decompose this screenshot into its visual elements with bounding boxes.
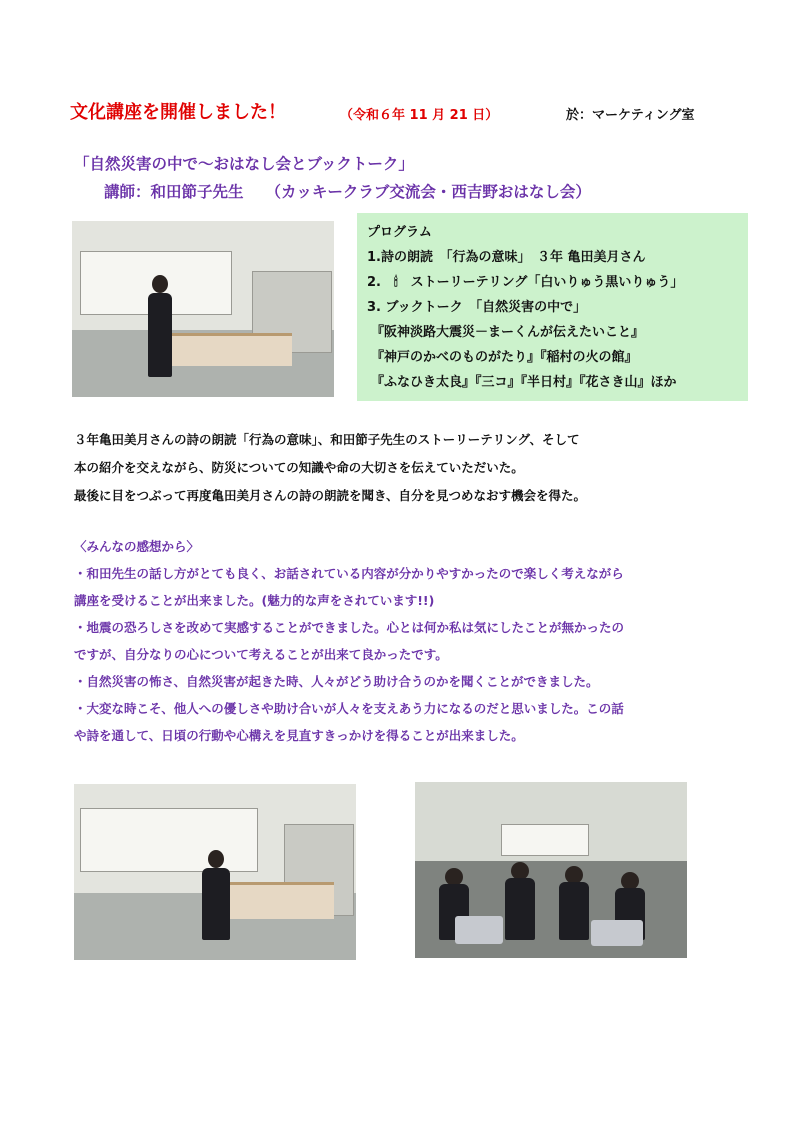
program-item: 3. ブックトーク 「自然災害の中で」	[367, 300, 587, 315]
program-book: 『神戸のかべのものがたり』『稲村の火の館』	[371, 350, 638, 365]
summary-line: 本の紹介を交えながら、防災についての知識や命の大切さを伝えていただいた。	[74, 460, 524, 475]
impression-line: ・和田先生の話し方がとても良く、お話されている内容が分かりやすかったので楽しく考えながら	[74, 566, 624, 581]
impression-line: ・自然災害の怖さ、自然災害が起きた時、人々がどう助け合うのかを聞くことができました。	[74, 674, 599, 689]
impression-line: ・地震の恐ろしさを改めて実感することができました。心とは何か私は気にしたことが無かったの	[74, 620, 625, 635]
lecturer-name: 講師：和田節子先生	[104, 183, 244, 201]
event-date: （令和６年 11 月 21 日）	[340, 108, 499, 123]
program-item: 1.詩の朗読 「行為の意味」 ３年 亀田美月さん	[367, 250, 646, 265]
summary-line: ３年亀田美月さんの詩の朗読「行為の意味」、和田節子先生のストーリーテリング、そして	[74, 432, 580, 447]
photo-audience	[415, 782, 687, 958]
program-heading: プログラム	[367, 225, 432, 240]
lecturer-line	[104, 180, 591, 202]
photo-lecturer	[72, 221, 334, 397]
event-venue: 於：マーケティング室	[566, 108, 695, 123]
lecture-title: 「自然災害の中で～おはなし会とブックトーク」	[74, 155, 414, 173]
impressions-heading: 〈みんなの感想から〉	[74, 539, 200, 554]
impression-line: ですが、自分なりの心について考えることが出来て良かったです。	[74, 647, 448, 662]
program-book: 『ふなひき太良』『三コ』『半日村』『花さき山』ほか	[371, 375, 677, 390]
lecturer-affiliation: （カッキークラブ交流会・西吉野おはなし会）	[265, 183, 591, 201]
page-title: 文化講座を開催しました！	[70, 102, 286, 123]
impression-line: や詩を通して、日頃の行動や心構えを見直すきっかけを得ることが出来ました。	[74, 728, 524, 743]
photo-student-reading	[74, 784, 356, 960]
summary-line: 最後に目をつぶって再度亀田美月さんの詩の朗読を聞き、自分を見つめなおす機会を得た。	[74, 488, 587, 503]
impression-line: ・大変な時こそ、他人への優しさや助け合いが人々を支えあう力になるのだと思いました。この話	[74, 701, 624, 716]
impression-line: 講座を受けることが出来ました。(魅力的な声をされています!!)	[74, 593, 435, 608]
program-book: 『阪神淡路大震災－まーくんが伝えたいこと』	[371, 325, 645, 340]
program-item: 2. 🕯 ストーリーテリング「白いりゅう黒いりゅう」	[367, 275, 684, 290]
program-box	[357, 213, 748, 401]
